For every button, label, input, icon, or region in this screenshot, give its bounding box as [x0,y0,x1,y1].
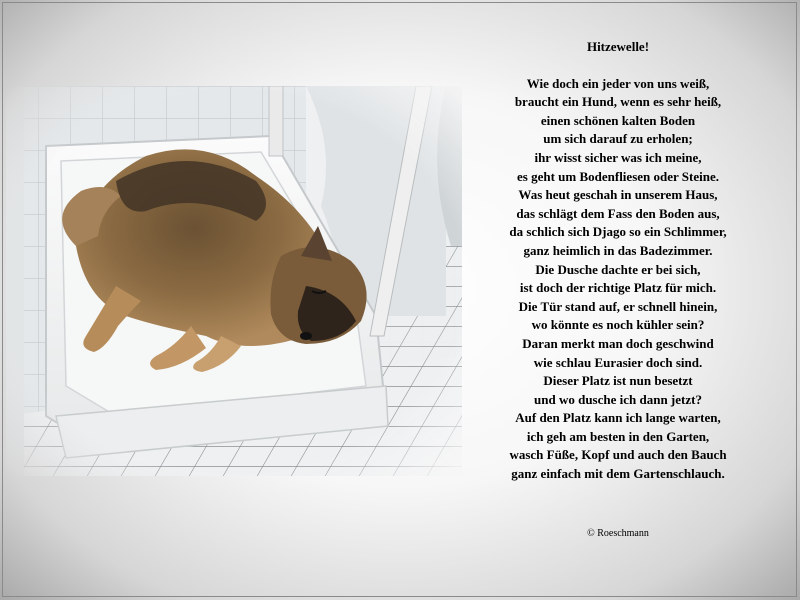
poem-line: um sich darauf zu erholen; [543,131,693,147]
poem-line: einen schönen kalten Boden [540,112,696,128]
poem-line: Die Dusche dachte er bei sich, [535,261,701,277]
poem-line: Wie doch ein jeder von uns weiß, [526,75,710,91]
poem-line: wasch Füße, Kopf und auch den Bauch [509,447,727,463]
poem-line: ist doch der richtige Platz für mich. [519,280,717,296]
poem-line: und wo dusche ich dann jetzt? [534,391,702,407]
poem-line: ich geh am besten in den Garten, [526,428,710,444]
dog-in-shower-photo [6,86,462,476]
poem-line: wie schlau Eurasier doch sind. [533,354,703,370]
poem-line: ganz heimlich in das Badezimmer. [523,242,713,258]
poem-line: Daran merkt man doch geschwind [522,335,714,351]
poem-line: Was heut geschah in unserem Haus, [518,187,718,203]
poem-line: braucht ein Hund, wenn es sehr heiß, [514,94,722,110]
poem-line: Dieser Platz ist nun besetzt [543,373,693,389]
poem-line: ganz einfach mit dem Gartenschlauch. [511,466,725,482]
poem-line: Auf den Platz kann ich lange warten, [515,410,721,426]
poem-line: ihr wisst sicher was ich meine, [534,149,702,165]
poem-line: wo könnte es noch kühler sein? [531,317,705,333]
poem-title: Hitzewelle! [586,39,650,54]
poem [470,38,766,484]
poem-line: Die Tür stand auf, er schnell hinein, [518,298,718,314]
poem-line: da schlich sich Djago so ein Schlimmer, [509,224,727,240]
poem-line: es geht um Bodenfliesen oder Steine. [517,168,719,184]
copyright-notice: © Roeschmann [587,528,649,539]
poem-line: das schlägt dem Fass den Boden aus, [516,205,720,221]
